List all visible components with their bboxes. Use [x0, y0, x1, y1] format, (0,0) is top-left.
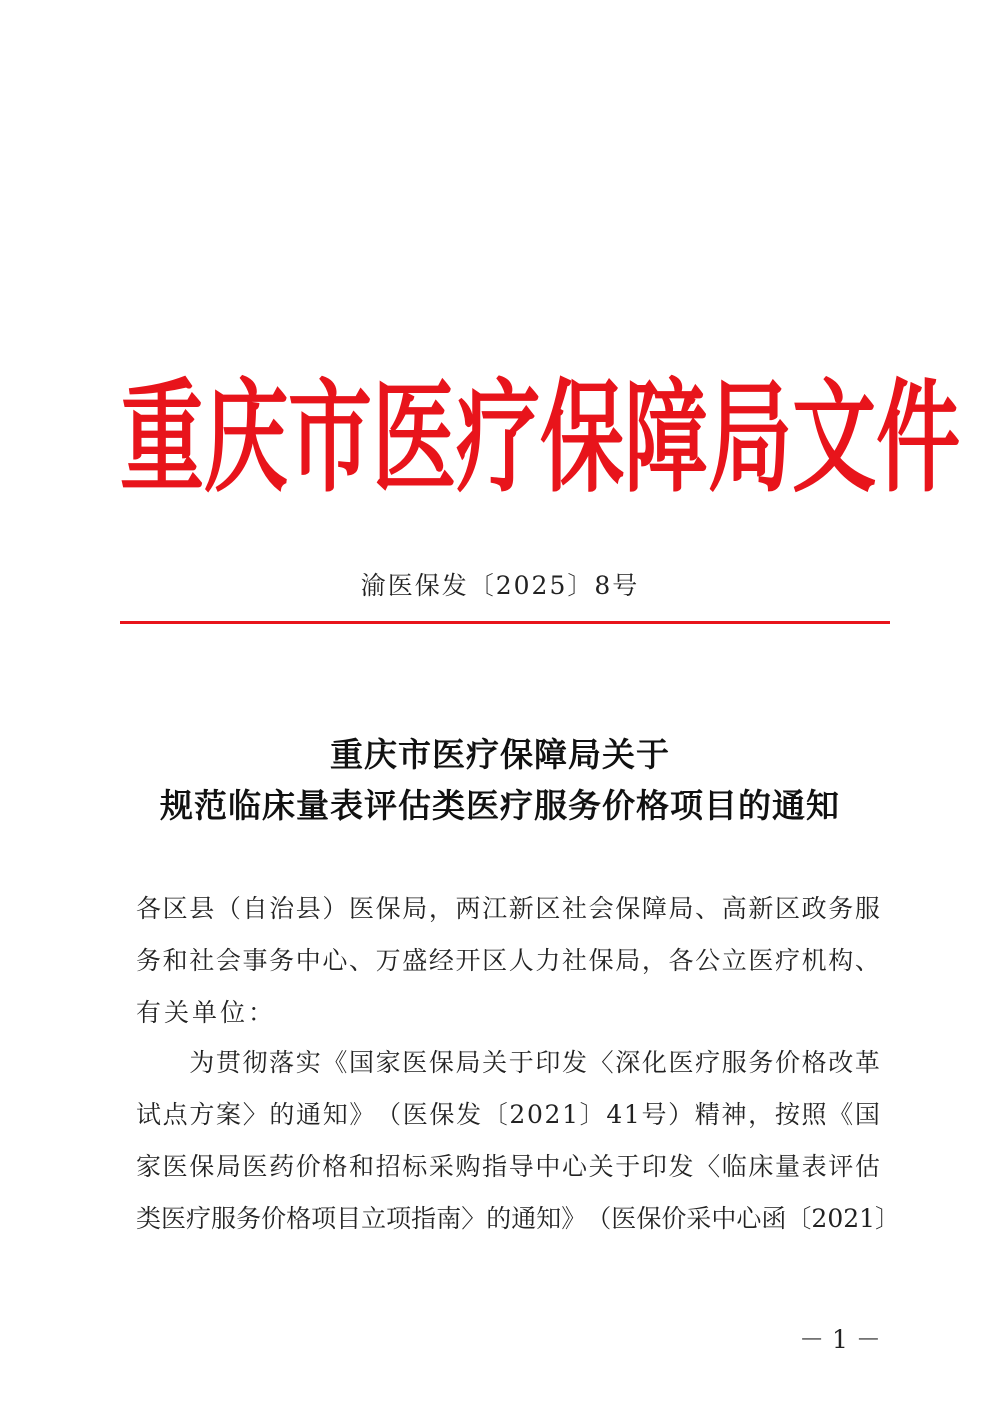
masthead-char: 保: [540, 365, 625, 510]
masthead: [120, 365, 961, 510]
body-line: 家 医 保 局 医 药 价 格 和 招 标 采 购 指 导 中 心 关 于 印 发 〈 临 床 量 表 评 估: [136, 1152, 880, 1181]
body-line: 类 医 疗 服 务 价 格 项 目 立 项 指 南 〉 的 通 知 》 （ 医 保 价 采 中 心 函 〔 2 0 2 1 〕: [136, 1204, 901, 1233]
masthead-char: 医: [372, 365, 457, 510]
masthead-char: 市: [288, 365, 373, 510]
notice-title-line-2: 规范临床量表评估类医疗服务价格项目的通知: [160, 786, 840, 825]
document-number: 渝医保发〔2025〕8号: [360, 571, 640, 600]
masthead-char: 文: [792, 365, 877, 510]
body-line: 务 和 社 会 事 务 中 心 、 万 盛 经 开 区 人 力 社 保 局 ， 各 公 立 医 疗 机 构 、: [136, 946, 880, 975]
masthead-char: 件: [876, 365, 961, 510]
notice-title-line-1: 重庆市医疗保障局关于: [330, 735, 670, 774]
red-separator-line: [120, 621, 890, 624]
masthead-char: 障: [624, 365, 709, 510]
masthead-char: 庆: [204, 365, 289, 510]
masthead-char: 局: [708, 365, 793, 510]
masthead-char: 疗: [456, 365, 541, 510]
body-line: 为 贯 彻 落 实 《 国 家 医 保 局 关 于 印 发 〈 深 化 医 疗 服 务 价 格 改 革: [189, 1048, 880, 1077]
page-number: － 1 －: [799, 1325, 881, 1354]
body-line: 试 点 方 案 〉 的 通 知 》 （ 医 保 发 〔 2 0 2 1 〕 4 1 号 ） 精 神 ， 按 照 《 国: [136, 1100, 880, 1129]
masthead-char: 重: [120, 365, 205, 510]
body-line: 有关单位：: [136, 998, 277, 1027]
body-line: 各 区 县 （ 自 治 县 ） 医 保 局 ， 两 江 新 区 社 会 保 障 局 、 高 新 区 政 务 服: [136, 894, 880, 923]
